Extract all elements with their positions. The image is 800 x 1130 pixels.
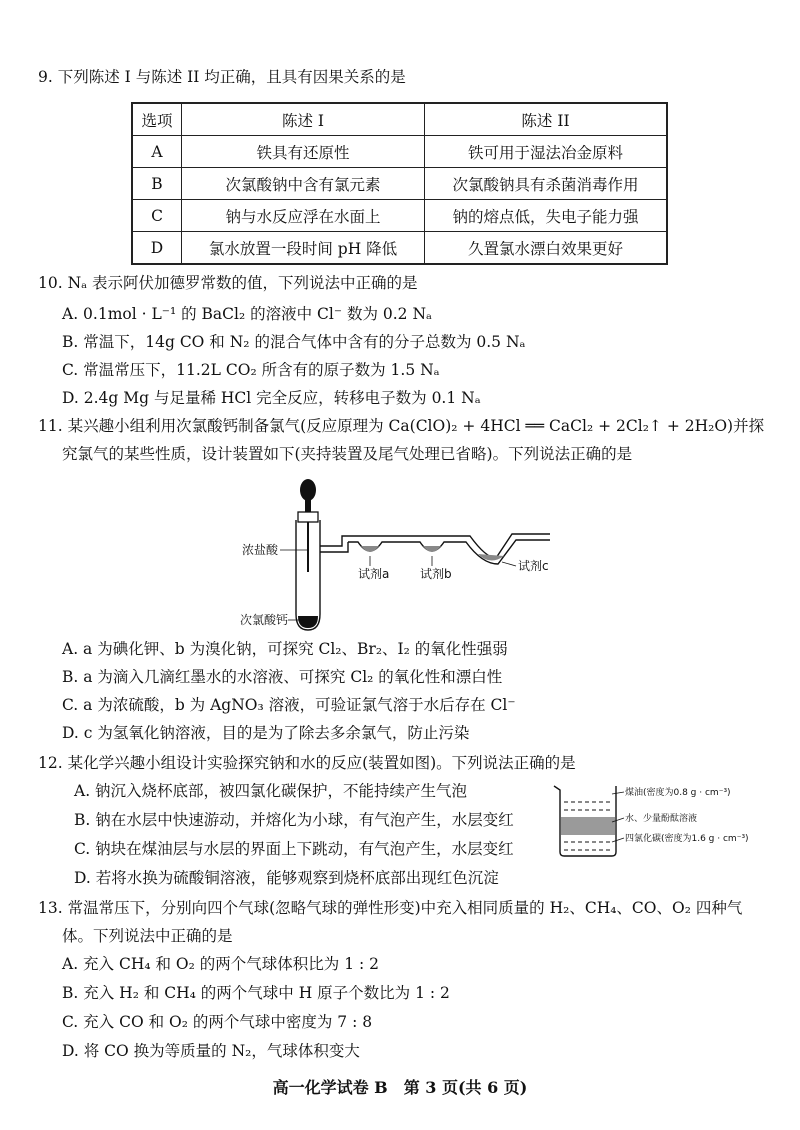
q10-option-c: C. 常温常压下，11.2L CO₂ 所含有的原子数为 1.5 Nₐ	[62, 361, 440, 379]
reagent-c-liquid	[478, 554, 504, 561]
q9-cell: A	[132, 136, 182, 168]
q10-stem: 10. Nₐ 表示阿伏加德罗常数的值，下列说法中正确的是	[38, 274, 418, 292]
delivery-tube-joint	[320, 542, 348, 552]
q11-stem-line2: 究氯气的某些性质，设计装置如下(夹持装置及尾气处理已省略)。下列说法正确的是	[62, 445, 633, 463]
q13-stem-line2: 体。下列说法中正确的是	[62, 927, 233, 945]
table-row	[132, 168, 667, 200]
q9-header-option: 选项	[132, 103, 182, 136]
q9-cell: D	[132, 232, 182, 265]
bulb-tube-upper	[450, 534, 550, 558]
q10-option-d: D. 2.4g Mg 与足量稀 HCl 完全反应，转移电子数为 0.1 Nₐ	[62, 389, 481, 407]
q11-option-d: D. c 为氢氧化钠溶液，目的是为了除去多余氯气，防止污染	[62, 724, 470, 742]
q12-option-a: A. 钠沉入烧杯底部，被四氯化碳保护，不能持续产生气泡	[74, 782, 468, 800]
q12-option-b: B. 钠在水层中快速游动，并熔化为小球，有气泡产生，水层变红	[74, 811, 514, 829]
q10-option-a: A. 0.1mol · L⁻¹ 的 BaCl₂ 的溶液中 Cl⁻ 数为 0.2 Nₐ	[62, 305, 432, 323]
q9-header-statement-1: 陈述 I	[182, 103, 425, 136]
table-row	[132, 200, 667, 232]
q9-cell: 氯水放置一段时间 pH 降低	[182, 232, 425, 265]
q9-cell: 次氯酸钠中含有氯元素	[182, 168, 425, 200]
q12-option-c: C. 钠块在煤油层与水层的界面上下跳动，有气泡产生，水层变红	[74, 840, 514, 858]
label-line-c	[502, 562, 516, 566]
label-calcium-hypochlorite: 次氯酸钙	[240, 613, 289, 627]
q9-cell: 钠的熔点低，失电子能力强	[425, 200, 668, 232]
q11-option-a: A. a 为碘化钾、b 为溴化钠，可探究 Cl₂、Br₂、I₂ 的氧化性强弱	[62, 640, 508, 658]
q11-stem-line1: 11. 某兴趣小组利用次氯酸钙制备氯气(反应原理为 Ca(ClO)₂ + 4HCl ══ CaCl₂ + 2Cl₂↑ + 2H₂O)并探	[38, 417, 765, 435]
q12-option-d: D. 若将水换为硫酸铜溶液，能够观察到烧杯底部出现红色沉淀	[74, 869, 499, 887]
label-water-phenolphthalein: 水、少量酚酞溶液	[625, 814, 698, 824]
q9-table	[131, 102, 668, 265]
label-line-ccl4	[612, 838, 624, 842]
reagent-b-liquid	[423, 546, 441, 552]
q9-stem: 9. 下列陈述 I 与陈述 II 均正确，且具有因果关系的是	[38, 68, 406, 86]
q13-option-c: C. 充入 CO 和 O₂ 的两个气球中密度为 7 : 8	[62, 1013, 373, 1031]
q9-cell: 次氯酸钠具有杀菌消毒作用	[425, 168, 668, 200]
label-kerosene: 煤油(密度为0.8 g · cm⁻³)	[625, 788, 731, 798]
q9-cell: B	[132, 168, 182, 200]
page-footer: 高一化学试卷 B 第 3 页(共 6 页)	[272, 1078, 528, 1097]
reagent-a-liquid	[361, 546, 379, 552]
q9-header-statement-2: 陈述 II	[425, 103, 668, 136]
label-ccl4: 四氯化碳(密度为1.6 g · cm⁻³)	[625, 834, 749, 844]
q9-cell: C	[132, 200, 182, 232]
label-reagent-c: 试剂c	[518, 559, 549, 573]
label-line-kerosene	[612, 792, 624, 794]
table-row	[132, 136, 667, 168]
label-conc-hcl: 浓盐酸	[242, 543, 279, 557]
q9-cell: 久置氯水漂白效果更好	[425, 232, 668, 265]
label-reagent-a: 试剂a	[358, 567, 390, 581]
dropper-bulb	[300, 479, 316, 501]
q12-stem: 12. 某化学兴趣小组设计实验探究钠和水的反应(装置如图)。下列说法正确的是	[38, 754, 576, 772]
q13-stem-line1: 13. 常温常压下，分别向四个气球(忽略气球的弹性形变)中充入相同质量的 H₂、CH₄、CO、O₂ 四种气	[38, 899, 743, 917]
table-row	[132, 232, 667, 265]
water-layer	[561, 817, 615, 835]
q11-option-c: C. a 为浓硫酸，b 为 AgNO₃ 溶液，可验证氯气溶于水后存在 Cl⁻	[62, 696, 516, 714]
q9-cell: 铁具有还原性	[182, 136, 425, 168]
q11-apparatus-figure	[230, 474, 570, 634]
q9-cell: 钠与水反应浮在水面上	[182, 200, 425, 232]
calcium-hypochlorite-solid	[298, 616, 318, 628]
q9-table-header	[132, 103, 667, 136]
delivery-tube-upper	[320, 536, 450, 546]
dropper-neck	[305, 498, 311, 512]
q12-beaker-figure	[548, 780, 773, 860]
q13-option-a: A. 充入 CH₄ 和 O₂ 的两个气球体积比为 1 : 2	[62, 955, 379, 973]
q13-option-b: B. 充入 H₂ 和 CH₄ 的两个气球中 H 原子个数比为 1 : 2	[62, 984, 450, 1002]
q10-option-b: B. 常温下，14g CO 和 N₂ 的混合气体中含有的分子总数为 0.5 Nₐ	[62, 333, 526, 351]
q9-cell: 铁可用于湿法冶金原料	[425, 136, 668, 168]
stopper	[298, 512, 318, 522]
label-reagent-b: 试剂b	[420, 567, 452, 581]
q13-option-d: D. 将 CO 换为等质量的 N₂，气球体积变大	[62, 1042, 360, 1060]
q11-option-b: B. a 为滴入几滴红墨水的水溶液、可探究 Cl₂ 的氧化性和漂白性	[62, 668, 503, 686]
